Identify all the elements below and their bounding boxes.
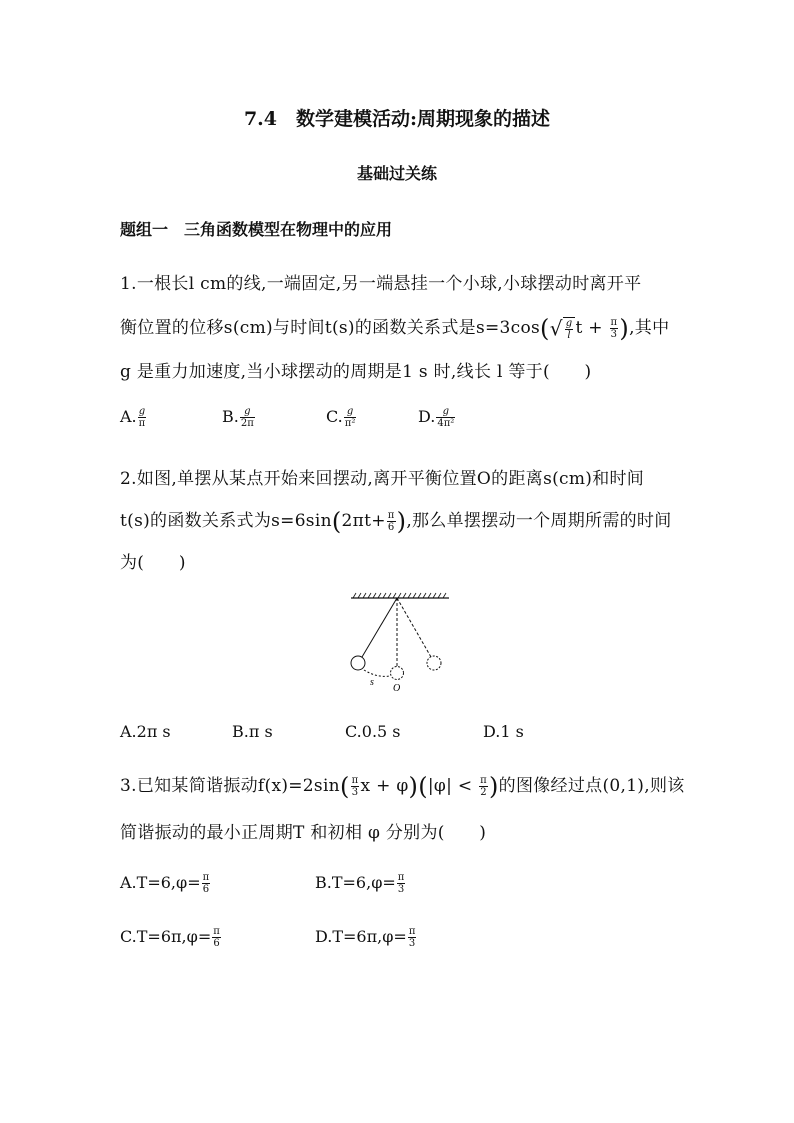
section-subtitle: 基础过关练: [356, 164, 437, 183]
q2-option-b[interactable]: B.π s: [232, 722, 273, 741]
pendulum-bob-center: [391, 667, 404, 680]
q3-formula-suffix: 的图像经过点(0,1),则该: [498, 776, 685, 796]
pendulum-bob-right: [427, 656, 441, 670]
question-group-heading: 题组一 三角函数模型在物理中的应用: [120, 220, 393, 239]
q2-option-c[interactable]: C.0.5 s: [345, 722, 401, 741]
q2-right-paren: ): [396, 507, 407, 536]
q1-formula-suffix: ,其中: [629, 318, 670, 338]
fig-label-s: s: [370, 677, 374, 688]
q3-pi-over-2: $\frac{\pi}{2}$: [480, 775, 487, 798]
q2-line-3: 为( ): [120, 553, 186, 573]
q3-phi-bound: |φ| <: [427, 776, 479, 796]
q3-left-paren: (: [339, 772, 350, 801]
q3-formula-prefix: 3.已知某简谐振动f(x)=2sin: [120, 776, 340, 796]
q3-option-d[interactable]: D.T=6π,φ= $\frac{\pi}{3}$: [315, 926, 416, 949]
q3-line-1: 3.已知某简谐振动f(x)=2sin( $\frac{\pi}{3}$ x + φ)(|φ| < $\frac{\pi}{2}$ )的图像经过点(0,1),则该: [120, 772, 685, 801]
q1-option-c[interactable]: C. $\frac{g}{\text{π²}}$: [326, 406, 356, 429]
pendulum-string-right: [397, 598, 431, 657]
q3-option-b[interactable]: B.T=6,φ= $\frac{\pi}{3}$: [315, 872, 405, 895]
q1-g-over-l: $\frac{g}{l}$: [565, 317, 573, 341]
q2-option-d[interactable]: D.1 s: [483, 722, 524, 741]
q1-left-paren: (: [540, 314, 550, 343]
pendulum-bob-left: [351, 656, 365, 670]
q2-inner-term: 2πt+: [341, 511, 386, 531]
q1-line-2: [120, 313, 669, 343]
q2-pi-over-6: $\frac{\pi}{6}$: [387, 510, 395, 533]
displacement-arc: [364, 670, 390, 676]
q3-option-c[interactable]: C.T=6π,φ= $\frac{\pi}{6}$: [120, 926, 220, 949]
q2-left-paren: (: [331, 507, 342, 536]
q1-pi-over-3: $\frac{\pi}{3}$: [610, 317, 618, 340]
q3-pi-over-3: $\frac{\pi}{3}$: [351, 775, 359, 798]
q1-option-d[interactable]: D. $\frac{g}{\text{4π²}}$: [418, 406, 455, 429]
q2-line-2: [120, 506, 672, 536]
q1-option-a[interactable]: A. $\frac{g}{\pi}$: [120, 406, 146, 429]
q2-line-1: 2.如图,单摆从某点开始来回摆动,离开平衡位置O的距离s(cm)和时间: [120, 469, 645, 489]
q1-right-paren: ): [619, 314, 630, 343]
q1-t-term: t +: [575, 318, 609, 338]
q1-line-1: 1.一根长l cm的线,一端固定,另一端悬挂一个小球,小球摆动时离开平: [120, 274, 642, 294]
q2-formula-suffix: ,那么单摆摆动一个周期所需的时间: [406, 511, 672, 531]
q3-option-a[interactable]: A.T=6,φ= $\frac{\pi}{6}$: [120, 872, 210, 895]
q3-right-paren: ): [488, 772, 499, 801]
pendulum-figure: [345, 590, 455, 700]
pendulum-string-left: [362, 598, 397, 657]
q1-option-b[interactable]: B. $\frac{g}{2\pi}$: [222, 406, 254, 429]
q2-formula-prefix: t(s)的函数关系式为s=6sin: [120, 511, 332, 531]
fig-label-o: O: [393, 683, 401, 694]
q1-line-3: g 是重力加速度,当小球摆动的周期是1 s 时,线长 l 等于( ): [120, 362, 592, 382]
ceiling-hatch: [353, 593, 446, 598]
q1-formula-prefix: 衡位置的位移s(cm)与时间t(s)的函数关系式是s=3cos: [120, 318, 541, 338]
q1-sqrt-symbol: √: [549, 316, 563, 341]
q3-inner-term: x + φ: [360, 776, 409, 796]
q3-line-2: 简谐振动的最小正周期T 和初相 φ 分别为( ): [120, 823, 487, 843]
page-title: 7.4 数学建模活动:周期现象的描述: [243, 108, 551, 130]
q2-option-a[interactable]: A.2π s: [120, 722, 171, 741]
